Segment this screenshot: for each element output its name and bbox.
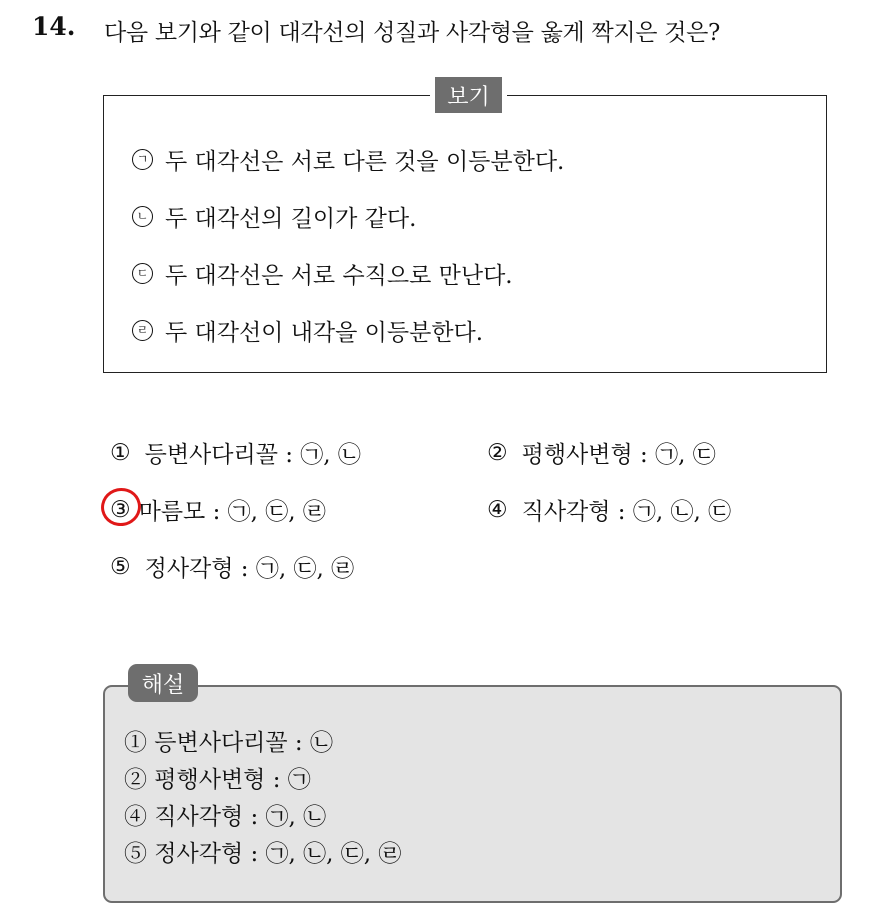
solution-line-3: ④ 직사각형 : ㉠, ㉡ [124,804,327,830]
question-number: 14. [32,12,76,41]
statement-mark-2: ㄴ [132,206,153,227]
bogi-label: 보기 [430,77,507,113]
statement-text-3: 두 대각선은 서로 수직으로 만난다. [165,263,513,289]
choice-num-3: ③ [110,496,131,523]
solution-label: 해설 [128,664,198,702]
statement-4 [132,314,483,347]
statement-2 [132,200,416,233]
solution-box [103,685,842,903]
choice-text-3: 마름모 : ㉠, ㉢, ㉣ [138,499,326,525]
solution-line-1: ① 등변사다리꼴 : ㉡ [124,730,333,756]
statement-1 [132,143,564,176]
choice-3[interactable] [110,493,326,526]
choice-2[interactable] [487,436,716,469]
choice-num-5: ⑤ [110,553,131,580]
choice-text-1: 등변사다리꼴 : ㉠, ㉡ [144,442,361,468]
choice-4[interactable] [487,493,731,526]
choice-5[interactable] [110,550,354,583]
choice-text-2: 평행사변형 : ㉠, ㉢ [521,442,716,468]
solution-line-4: ⑤ 정사각형 : ㉠, ㉡, ㉢, ㉣ [124,841,402,867]
statement-mark-1: ㄱ [132,149,153,170]
statement-3 [132,257,513,290]
choice-num-2: ② [487,439,508,466]
choice-1[interactable] [110,436,361,469]
statement-text-1: 두 대각선은 서로 다른 것을 이등분한다. [165,149,565,175]
statement-mark-4: ㄹ [132,320,153,341]
statement-text-2: 두 대각선의 길이가 같다. [165,206,417,232]
statement-mark-3: ㄷ [132,263,153,284]
solution-line-2: ② 평행사변형 : ㉠ [124,767,311,793]
choice-num-1: ① [110,439,131,466]
choice-num-4: ④ [487,496,508,523]
choice-text-4: 직사각형 : ㉠, ㉡, ㉢ [521,499,732,525]
choice-text-5: 정사각형 : ㉠, ㉢, ㉣ [144,556,355,582]
question-text: 다음 보기와 같이 대각선의 성질과 사각형을 옳게 짝지은 것은? [104,20,721,46]
statement-text-4: 두 대각선이 내각을 이등분한다. [165,320,484,346]
